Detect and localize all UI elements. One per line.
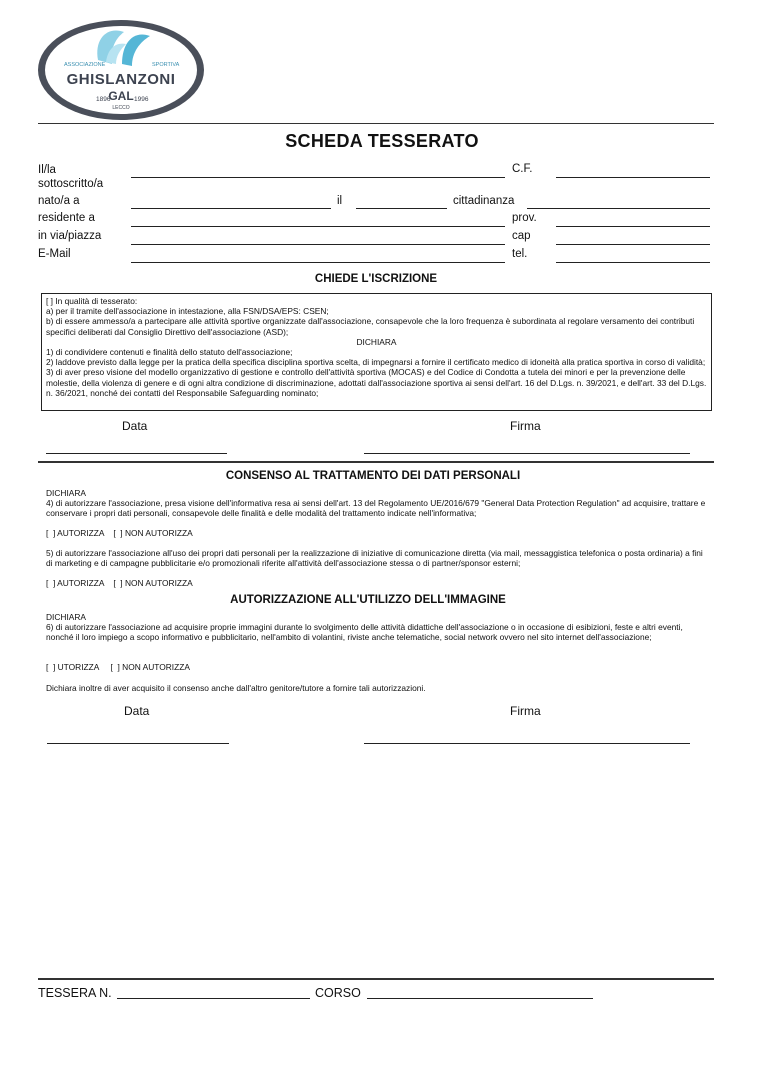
- field-via[interactable]: [131, 244, 505, 245]
- label-nato: nato/a a: [38, 195, 80, 207]
- field-sottoscritto[interactable]: [131, 177, 505, 178]
- consenso-opt5[interactable]: [ ] AUTORIZZA [ ] NON AUTORIZZA: [46, 578, 193, 588]
- label-residente: residente a: [38, 212, 95, 224]
- box-item-2: 2) laddove previsto dalla legge per la pratica della specifica disciplina sportiva scelta, di impegnarsi a fornire il certificato medico di idoneità alla pratica sportiva in corso di validità;: [46, 357, 706, 368]
- logo-text-top-right: SPORTIVA: [152, 62, 180, 68]
- consenso-dichiara: DICHIARA: [46, 488, 87, 498]
- field-cap[interactable]: [556, 244, 710, 245]
- label-sottoscritto: Il/la sottoscritto/a: [38, 164, 104, 190]
- sign1-firma-label: Firma: [510, 419, 541, 433]
- footer-tessera-field[interactable]: [117, 998, 310, 999]
- sign1-data-label: Data: [122, 419, 148, 433]
- sign1-firma-field[interactable]: [364, 453, 690, 454]
- membership-checkbox-line[interactable]: [ ] In qualità di tesserato:: [46, 296, 138, 306]
- sign2-data-field[interactable]: [47, 743, 229, 744]
- logo-city: LECCO: [112, 105, 130, 111]
- section-divider: [38, 461, 714, 463]
- consenso-opt4[interactable]: [ ] AUTORIZZA [ ] NON AUTORIZZA: [46, 528, 193, 538]
- box-dichiara: DICHIARA: [356, 336, 397, 347]
- logo-gal: GAL: [108, 89, 134, 103]
- footer-divider: [38, 978, 714, 980]
- header-divider: [38, 123, 714, 124]
- section-chiede: CHIEDE L'ISCRIZIONE: [314, 273, 438, 285]
- logo-year-end: 1996: [134, 96, 149, 103]
- label-via: in via/piazza: [38, 230, 102, 242]
- consenso-p5: 5) di autorizzare l'associazione all'uso dei propri dati personali per la realizzazione di iniziative di comunicazione diretta (via mail, messaggistica telefonica o posta ordinaria) a fini di marketing e di campagne pubblicitarie e/o promozionali riferite all'attività dell'associazione stessa o di partner/sponsor esterni;: [46, 548, 703, 569]
- footer-corso-field[interactable]: [367, 998, 593, 999]
- label-email: E-Mail: [38, 248, 71, 260]
- box-item-a: a) per il tramite dell'associazione in intestazione, alla FSN/DSA/EPS: CSEN;: [46, 306, 329, 317]
- logo-year-start: 1896: [96, 96, 111, 103]
- membership-box: [41, 293, 712, 411]
- footer-corso-label: CORSO: [315, 986, 361, 1000]
- sign2-firma-label: Firma: [510, 704, 541, 718]
- box-item-1: 1) di condividere contenuti e finalità dello statuto dell'associazione;: [46, 347, 293, 358]
- field-cittadinanza[interactable]: [527, 208, 710, 209]
- immagine-dichiara: DICHIARA: [46, 612, 87, 622]
- logo-name: GHISLANZONI: [66, 71, 176, 88]
- consenso-p4: 4) di autorizzare l'associazione, presa visione dell'informativa resa ai sensi dell'art. 13 del Regolamento UE/2016/679 "General Data Protection Regulation" ad acquisire, trattare e conservare i propri dati personali, consapevole delle finalità e delle modalità del trattamento indicate nell'informativa;: [46, 498, 706, 519]
- label-cf: C.F.: [512, 163, 533, 175]
- box-item-b: b) di essere ammesso/a a partecipare alle attività sportive organizzate dall'associazione, consapevole che la loro frequenza è subordinata al regolare versamento dei contributi specifici deliberati dal Consiglio Direttivo dell'associazione (ASD);: [46, 316, 695, 337]
- box-item-3: 3) di aver preso visione del modello organizzativo di gestione e controllo dell'attività sportiva (MOCAS) e del Codice di Condotta a tutela dei minori e per la prevenzione delle molestie, della violenza di genere e di ogni altra condizione di discriminazione, adottati dall'associazione sportiva ai sensi dell'art. 16 del D.Lgs. n. 39/2021, e dell'art. 33 del D.Lgs. n. 36/2021, nonché dei contatti del Responsabile Safeguarding nominato;: [46, 367, 707, 398]
- sign2-firma-field[interactable]: [364, 743, 690, 744]
- field-email[interactable]: [131, 262, 505, 263]
- label-prov: prov.: [512, 212, 537, 224]
- association-logo: [36, 18, 206, 122]
- label-il: il: [337, 195, 343, 207]
- logo-text-top-left: ASSOCIAZIONE: [64, 62, 106, 68]
- field-il[interactable]: [356, 208, 447, 209]
- field-tel[interactable]: [556, 262, 710, 263]
- field-prov[interactable]: [556, 226, 710, 227]
- immagine-title: AUTORIZZAZIONE ALL'UTILIZZO DELL'IMMAGINE: [230, 594, 506, 606]
- footer-tessera-label: TESSERA N.: [38, 986, 112, 1000]
- label-tel: tel.: [512, 248, 528, 260]
- label-cap: cap: [512, 230, 531, 242]
- consenso-title: CONSENSO AL TRATTAMENTO DEI DATI PERSONALI: [225, 470, 521, 482]
- label-cittadinanza: cittadinanza: [453, 195, 515, 207]
- immagine-note: Dichiara inoltre di aver acquisito il consenso anche dall'altro genitore/tutore a fornire tali autorizzazioni.: [46, 683, 426, 693]
- immagine-opt6[interactable]: [ ] UTORIZZA [ ] NON AUTORIZZA: [46, 662, 190, 672]
- field-residente[interactable]: [131, 226, 505, 227]
- field-cf[interactable]: [556, 177, 710, 178]
- page-title: SCHEDA TESSERATO: [285, 131, 479, 151]
- sign2-data-label: Data: [124, 704, 150, 718]
- sign1-data-field[interactable]: [46, 453, 227, 454]
- field-nato[interactable]: [131, 208, 331, 209]
- immagine-p6: 6) di autorizzare l'associazione ad acquisire proprie immagini durante lo svolgimento delle attività didattiche dell'associazione o in occasione di esibizioni, feste e altri eventi, nonché il loro impiego a scopo informativo e pubblicitario, nell'ambito di volantini, riviste anche telematiche, social network ovvero nel sito internet dell'associazione;: [46, 622, 683, 643]
